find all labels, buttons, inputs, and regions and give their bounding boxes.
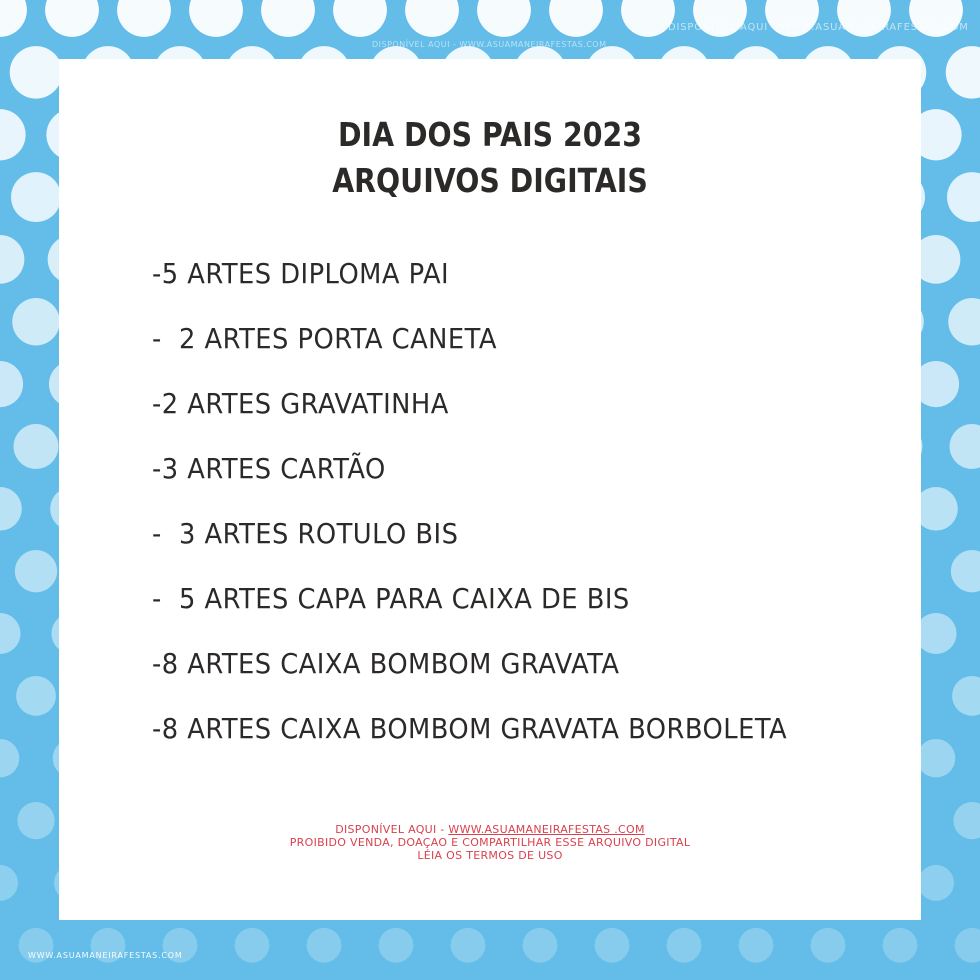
background-dot bbox=[0, 865, 18, 901]
title-line-2: ARQUIVOS DIGITAIS bbox=[332, 161, 648, 200]
watermark-top-left: DISPONÍVEL AQUI - WWW.ASUAMANEIRAFESTAS.COM bbox=[372, 40, 607, 49]
background-dot bbox=[955, 928, 980, 963]
background-dot bbox=[379, 928, 414, 963]
background-dot bbox=[946, 46, 980, 99]
background-dot bbox=[11, 172, 61, 222]
footer-notice bbox=[0, 823, 980, 862]
background-dot bbox=[950, 424, 980, 469]
list-item: - 2 ARTES PORTA CANETA bbox=[152, 322, 497, 355]
background-dot bbox=[12, 298, 59, 345]
background-dot bbox=[405, 0, 459, 37]
background-dot bbox=[951, 550, 980, 592]
background-dot bbox=[16, 676, 56, 716]
background-dot bbox=[0, 0, 27, 37]
list-item: -8 ARTES CAIXA BOMBOM GRAVATA bbox=[152, 647, 620, 680]
background-dot bbox=[333, 0, 387, 37]
list-item: -2 ARTES GRAVATINHA bbox=[152, 387, 449, 420]
background-dot bbox=[0, 487, 22, 531]
background-dot bbox=[261, 0, 315, 37]
background-dot bbox=[14, 424, 59, 469]
background-dot bbox=[189, 0, 243, 37]
footer-prefix: DISPONÍVEL AQUI - bbox=[335, 823, 449, 836]
background-dot bbox=[918, 865, 954, 901]
background-dot bbox=[307, 928, 342, 963]
file-list bbox=[152, 246, 842, 766]
background-dot bbox=[10, 46, 63, 99]
list-item: -8 ARTES CAIXA BOMBOM GRAVATA BORBOLETA bbox=[152, 712, 788, 745]
background-dot bbox=[883, 928, 918, 963]
background-dot bbox=[549, 0, 603, 37]
background-dot bbox=[235, 928, 270, 963]
title-line-1: DIA DOS PAIS 2023 bbox=[337, 115, 642, 154]
list-item: -3 ARTES CARTÃO bbox=[152, 452, 386, 485]
background-dot bbox=[523, 928, 558, 963]
background-dot bbox=[948, 298, 980, 345]
website-link[interactable]: WWW.ASUAMANEIRAFESTAS .COM bbox=[448, 823, 645, 836]
background-dot bbox=[595, 928, 630, 963]
background-dot bbox=[952, 676, 980, 716]
background-dot bbox=[15, 550, 57, 592]
background-dot bbox=[451, 928, 486, 963]
background-dot bbox=[0, 109, 26, 160]
list-item: -5 ARTES DIPLOMA PAI bbox=[152, 257, 450, 290]
background-dot bbox=[917, 739, 956, 778]
watermark-bottom-left: WWW.ASUAMANEIRAFESTAS.COM bbox=[28, 951, 183, 960]
background-dot bbox=[811, 928, 846, 963]
page-title bbox=[69, 112, 912, 204]
footer-line-2: PROIBIDO VENDA, DOAÇAO E COMPARTILHAR ESSE ARQUIVO DIGITAL bbox=[289, 836, 691, 849]
footer-line-3: LÉIA OS TERMOS DE USO bbox=[417, 849, 563, 862]
background-dot bbox=[621, 0, 675, 37]
list-item: - 3 ARTES ROTULO BIS bbox=[152, 517, 459, 550]
background-dot bbox=[915, 613, 956, 654]
footer-line-1 bbox=[0, 823, 980, 836]
background-dot bbox=[0, 739, 19, 778]
list-item: - 5 ARTES CAPA PARA CAIXA DE BIS bbox=[152, 582, 630, 615]
background-dot bbox=[477, 0, 531, 37]
background-dot bbox=[45, 0, 99, 37]
background-dot bbox=[0, 235, 24, 284]
background-dot bbox=[739, 928, 774, 963]
background-dot bbox=[0, 613, 21, 654]
background-dot bbox=[0, 361, 23, 407]
background-dot bbox=[117, 0, 171, 37]
background-dot bbox=[947, 172, 980, 222]
background-dot bbox=[667, 928, 702, 963]
watermark-top-right: DISPONÍVEL AQUI - WWW.ASUAMANEIRAFESTAS.COM bbox=[668, 22, 969, 33]
